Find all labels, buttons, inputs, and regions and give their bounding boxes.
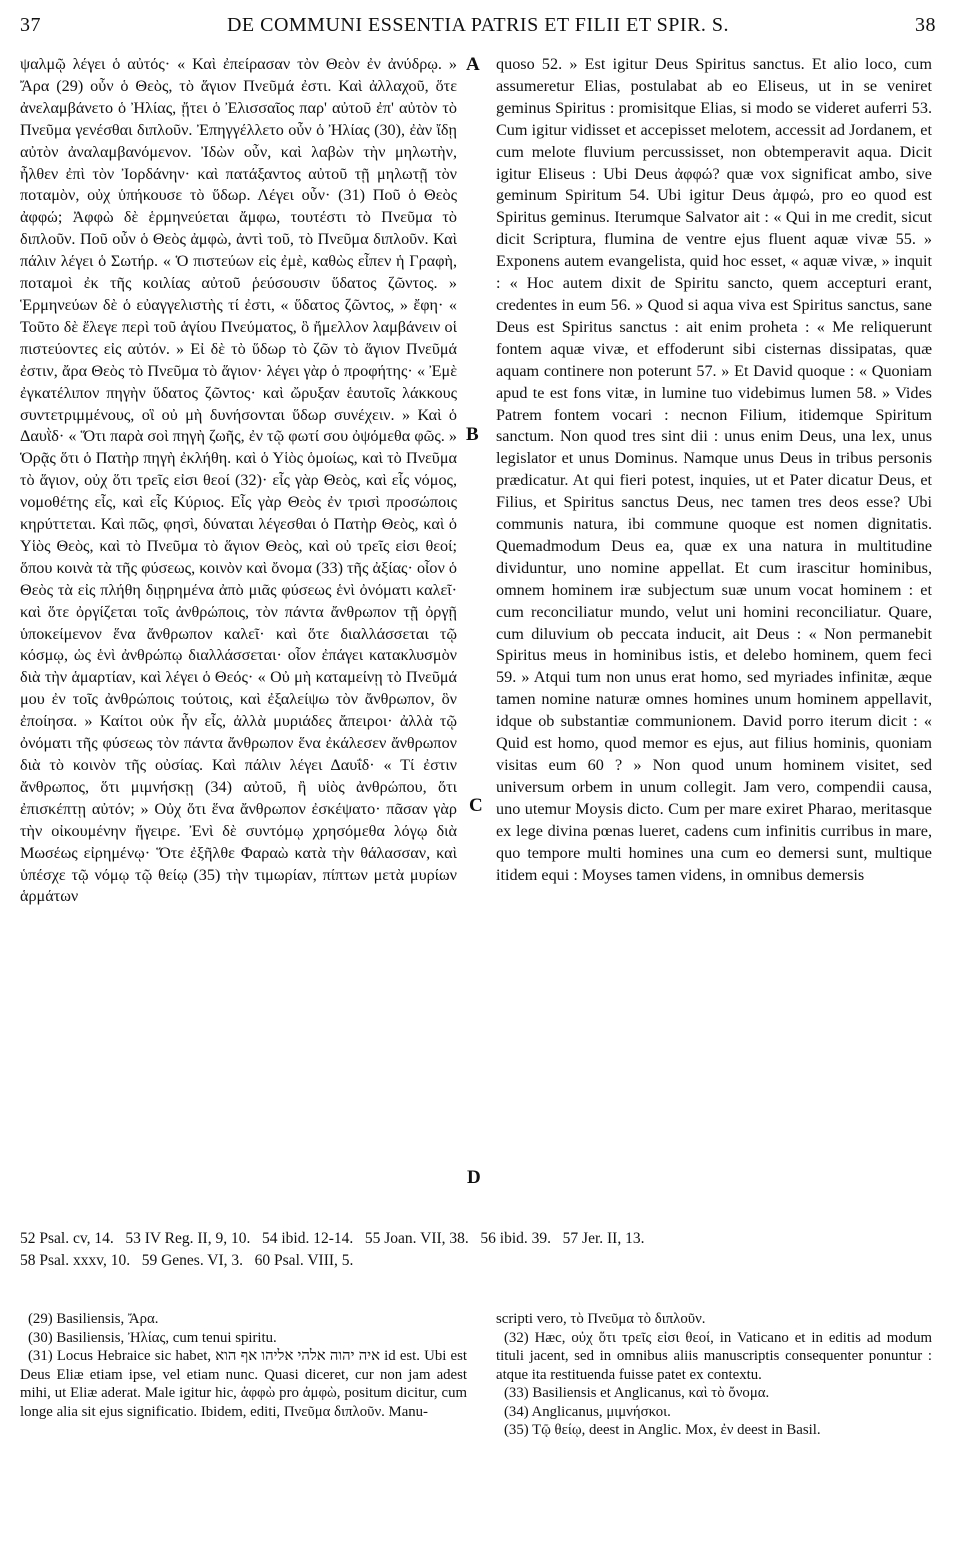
footnote: scripti vero, τὸ Πνεῦμα τὸ διπλοῦν. <box>496 1311 706 1327</box>
references-line-2 <box>20 1250 932 1272</box>
reference: 57 Jer. II, 13. <box>562 1230 645 1247</box>
reference: 53 IV Reg. II, 9, 10. <box>125 1230 251 1247</box>
reference: 54 ibid. 12-14. <box>261 1230 354 1247</box>
latin-text: quoso 52. » Est igitur Deus Spiritus sanctus. Et alio loco, cum assumeretur Elias, postulabat ab eo Eliseus, ut in se veniret geminus Spiritus : promisitque Elias, si modo se videret auferri 53. Cum igitur vidisset et accepisset melotem, accessit ad Jordanem, et cum melote fluvium percussisset, non obtemperavit aqua. Dicit igitur Eliseus : Ubi Deus ἀφφώ? quæ vox significat ambo, sive geminum Spiritum 54. Ubi igitur Deus ἀμφώ, pro eo quod est Spiritus geminus. Iterumque Salvator ait : « Qui in me credit, sicut dicit Scriptura, flumina de ventre ejus fluent aquæ vivæ 55. » Exponens autem evangelista, quid hoc esset, « aquæ vivæ, » inquit : « Hoc autem dixit de Spiritu sancto, quem accepturi erant, credentes in eum 56. » Quod si aqua viva est Spiritus sanctus, sane Deus est Spiritus sanctus : ait enim proheta : « Me reliquerunt fontem aquæ vivæ, et effoderunt sibi cisternas dissipatas, quæ aquam continere non poterunt 57. » Et David quoque : « Quoniam apud te est fons vitæ, in lumine tuo videbimus lumen 58. » Vides Patrem fontem vocari : necnon Filium, itidemque Spiritum sanctum. Non quod tres sint dii : unus enim Deus, una lex, unus legislator et unus Dominus. Namque unus Deus in tribus personis prædicatur. At qui fieri potest, inquies, ut et Pater dicatur Deus, et Filius, et Spiritus sanctus Deus, nec tamen tres deos esse? Ubi communis natura, ibi commune quoque est nomen dignitatis. Quemadmodum Deus ea, quæ ex una natura in multitudine dividuntur, uno nomine appellat. Et cum irascitur hominibus, omnem hominem iræ subjectum suæ unum vocat hominem : et cum reconciliatur mundo, velut uni homini reconciliatur. Quare, cum diluvium ob peccata inducit, ait Deus : « Non permanebit Spiritus meus in hominibus istis, et delebo hominem, quem feci 59. » Atqui tum non unus erat homo, sed myriades infinitæ, æque tamen nomine naturæ omnes homines unum hominem appellavit, idque ob substantiæ communionem. David porro iterum dicit : « Quid est homo, quod memor es ejus, aut filius hominis, quoniam visitas eum 60 ? » Non quod unum hominem visitet, sed universum orbem in unum collegit. Jam vero, compendii causa, uno utemur Moysis dicto. Cum per mare exiret Pharao, meritasque ex lege divina pœnas lueret, cadens cum infinitis curribus in mare, quo tempore multi homines una cum eo demersi sunt, multique itidem equi : Moyses tamen videns, in omnibus demersis <box>496 55 932 884</box>
notes-left-column <box>20 1310 467 1555</box>
reference: 58 Psal. xxxv, 10. <box>20 1252 131 1269</box>
margin-letter-a: A <box>466 54 480 75</box>
footnote: (35) Τῷ θείῳ, deest in Anglic. Mox, ἐν deest in Basil. <box>504 1422 821 1438</box>
footnote: (32) Hæc, οὐχ ὅτι τρεῖς εἰσι θεοί, in Vaticano et in editis ad modum tituli jacent, sed in omnibus aliis manuscriptis consequenter ponuntur : atque ita restituenda fuisse patet ex contextu. <box>496 1329 932 1383</box>
footnote: (30) Basiliensis, Ἠλίας, cum tenui spiritu. <box>28 1329 277 1346</box>
scripture-references <box>20 1228 932 1278</box>
page-number-left: 37 <box>20 13 41 36</box>
footnote: (29) Basiliensis, Ἄρα. <box>28 1311 159 1327</box>
page-header <box>20 8 936 42</box>
margin-letter-b: B <box>466 424 479 445</box>
running-title: DE COMMUNI ESSENTIA PATRIS ET FILII ET SPIR. S. <box>226 13 730 36</box>
reference: 55 Joan. VII, 38. <box>364 1230 469 1247</box>
reference: 52 Psal. cv, 14. <box>20 1230 114 1247</box>
references-line-1 <box>20 1228 932 1250</box>
reference: 56 ibid. 39. <box>480 1230 552 1247</box>
reference: 59 Genes. VI, 3. <box>141 1252 244 1269</box>
greek-text: ψαλμῷ λέγει ὁ αὐτός· « Καὶ ἐπείρασαν τὸν Θεὸν ἐν ἀνύδρῳ. » Ἄρα (29) οὖν ὁ Θεὸς, τὸ ἅγιον Πνεῦμά ἐστι. Καὶ ἀλλαχοῦ, ὅτε ἀνελαμβάνετο ὁ Ἠλίας, ᾔτει ὁ Ἐλισσαῖος παρ' αὐτοῦ ἐπ' αὐτὸν τὸ Πνεῦμα γενέσθαι διπλοῦν. Ἐπηγγέλλετο οὖν ὁ Ἠλίας (30), ἐὰν ἴδῃ αὐτὸν ἀναλαμβανόμενον. Ἰδὼν οὖν, καὶ λαβὼν τὴν μηλωτὴν, ἦλθεν ἐπὶ τὸν Ἰορδάνην· καὶ πατάξαντος αὐτοῦ τῇ μηλωτῇ τὸν ποταμὸν, οὐχ ὑπήκουσε τὸ ὕδωρ. Λέγει οὖν· (31) Ποῦ ὁ Θεὸς ἀφφώ; Ἀφφὼ δὲ ἑρμηνεύεται ἄμφω, τουτέστι τὸ Πνεῦμα τὸ διπλοῦν. Ποῦ οὖν ὁ Θεὸς ἀμφὼ, ἀντὶ τοῦ, τὸ Πνεῦμα διπλοῦν. Καὶ πάλιν λέγει ὁ Σωτήρ. « Ὁ πιστεύων εἰς ἐμὲ, καθὼς εἶπεν ἡ Γραφὴ, ποταμοὶ ἐκ τῆς κοιλίας αὐτοῦ ῥεύσουσιν ὕδατος ζῶντος. » Ἑρμηνεύων δὲ ὁ εὐαγγελιστὴς τί ἐστι, « ὕδατος ζῶντος, » ἔφη· « Τοῦτο δὲ ἔλεγε περὶ τοῦ ἁγίου Πνεύματος, ὃ ἤμελλον λαμβάνειν οἱ πιστεύοντες εἰς αὐτόν. » Εἰ δὲ τὸ ὕδωρ τὸ ζῶν τὸ ἅγιον Πνεῦμά ἐστιν, ἄρα Θεὸς τὸ Πνεῦμα τὸ ἅγιον· λέγει γὰρ ὁ προφήτης· « Ἐμὲ ἐγκατέλιπον πηγὴν ὕδατος ζῶντος· καὶ ὤρυξαν ἑαυτοῖς λάκκους συντετριμμένους, οἳ οὐ μὴ δυνήσονται ὕδωρ συνέχειν. » Καὶ ὁ Δαυῒδ· « Ὅτι παρὰ σοὶ πηγὴ ζωῆς, ἐν τῷ φωτί σου ὀψόμεθα φῶς. » Ὁρᾷς ὅτι ὁ Πατὴρ πηγὴ ἐκλήθη. καὶ ὁ Υἱὸς ὁμοίως, καὶ τὸ Πνεῦμα τὸ ἅγιον, οὐχ ὅτι τρεῖς εἰσι θεοί (32)· εἷς γὰρ Θεὸς, καὶ εἷς νόμος, νομοθέτης εἷς, καὶ εἷς Κύριος. Εἷς γὰρ Θεὸς ἐν τρισὶ προσώποις κηρύττεται. Καὶ πῶς, φησὶ, δύναται λέγεσθαι ὁ Πατὴρ Θεὸς, καὶ ὁ Υἱὸς Θεὸς, καὶ τὸ Πνεῦμα τὸ ἅγιον Θεὸς, καὶ οὐ τρεῖς εἰσι θεοί; ὅπου κοινὰ τὰ τῆς φύσεως, κοινὸν καὶ ὄνομα (33) τῆς ἀξίας· οἷον ὁ Θεὸς τὰ εἰς πλήθη διῃρημένα ἀπὸ μιᾶς φύσεως ἑνὶ ὀνόματι καλεῖ· καὶ ὅτε ὀργίζεται τοῖς ἀνθρώποις, τὸν πάντα ἄνθρωπον τῇ ὀργῇ ὑποκείμενον ἕνα ἄνθρωπον καλεῖ· καὶ ὅτε διαλλάσσεται τῷ κόσμῳ, ὡς ἑνὶ ἀνθρώπῳ διαλλάσσεται· οἷον ἐπάγει κατακλυσμὸν διὰ τὴν ἁμαρτίαν, καὶ λέγει ὁ Θεός· « Οὐ μὴ καταμείνῃ τὸ Πνεῦμά μου ἐν τοῖς ἀνθρώποις τούτοις, καὶ ἐξαλείψω τὸν ἄνθρωπον, ὃν ἐποίησα. » Καίτοι οὐκ ἦν εἷς, ἀλλὰ μυριάδες ἄπειροι· ἀλλὰ τῷ ὀνόματι τῆς φύσεως τὸν πάντα ἄνθρωπον ἕνα ἐκάλεσεν ἄνθρωπον διὰ τὸ κοινὸν τῆς οὐσίας. Καὶ πάλιν λέγει Δαυΐδ· « Τί ἐστιν ἄνθρωπος, ὅτι μιμνήσκῃ (34) αὐτοῦ, ἢ υἱὸς ἀνθρώπου, ὅτι ἐπισκέπτῃ αὐτόν; » Οὐχ ὅτι ἕνα ἄνθρωπον ἐσκέψατο· πᾶσαν γὰρ τὴν οἰκουμένην ἤγειρε. Ἐνὶ δὲ συντόμῳ χρησόμεθα λόγῳ διὰ Μωσέως εἰρημένῳ· Ὅτε ἐξῆλθε Φαραὼ κατὰ τὴν θάλασσαν, καὶ ὑπέσχε τῷ νόμῳ τῷ θείῳ (35) τὴν τιμωρίαν, πίπτων μετὰ μυρίων ἁρμάτων <box>20 55 457 906</box>
footnote: (33) Basiliensis et Anglicanus, καὶ τὸ ὄνομα. <box>504 1385 770 1401</box>
page-number-right: 38 <box>915 13 936 36</box>
footnote: (34) Anglicanus, μιμνήσκοι. <box>504 1403 671 1420</box>
margin-letter-c: C <box>469 795 483 816</box>
greek-column <box>20 54 457 1524</box>
reference: 60 Psal. VIII, 5. <box>254 1252 354 1269</box>
notes-right-column <box>496 1310 932 1555</box>
margin-letter-d: D <box>467 1167 481 1188</box>
latin-column <box>496 54 932 1524</box>
footnote: (31) Locus Hebraice sic habet, איה יהוה אלהי אליהו אף הוא id est. Ubi est Deus Eliæ etiam ipse, vel etiam nunc. Quasi diceret, cur non jam adest mihi, ut Eliæ aderat. Male igitur hic, ἀφφὼ pro ἀμφὼ, positum dicitur, cum longe alia sit ejus significatio. Ibidem, editi, Πνεῦμα διπλοῦν. Manu- <box>20 1348 467 1420</box>
